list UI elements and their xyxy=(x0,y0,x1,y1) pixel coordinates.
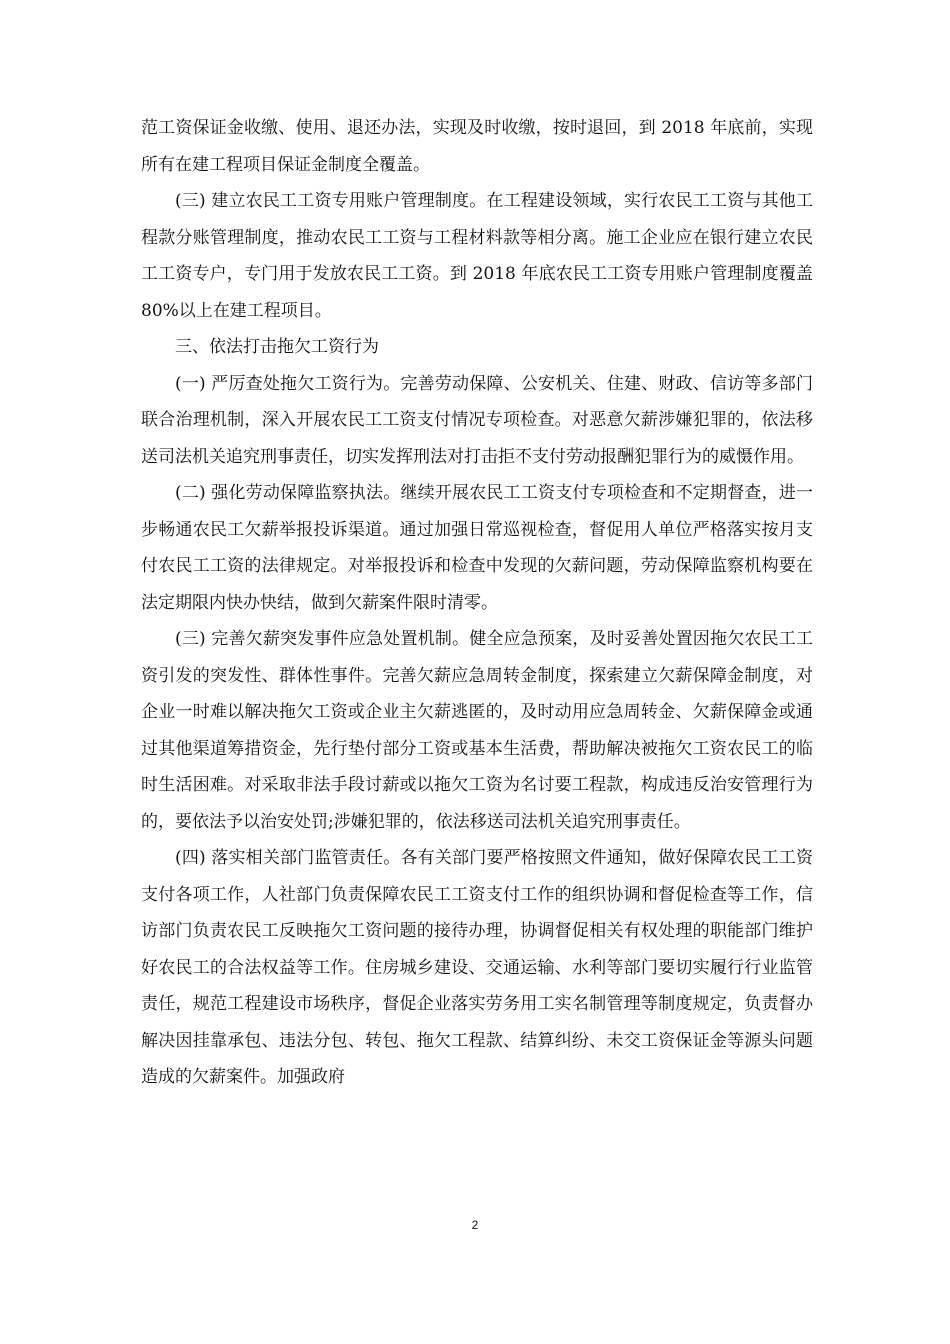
document-body xyxy=(141,110,813,1096)
paragraph-7: (四) 落实相关部门监管责任。各有关部门要严格按照文件通知，做好保障农民工工资支付各项工作，人社部门负责保障农民工工资支付工作的组织协调和督促检查等工作，信访部门负责农民工反映拖欠工资问题的接待办理，协调督促相关有权处理的职能部门维护好农民工的合法权益等工作。住房城乡建设、交通运输、水利等部门要切实履行行业监管责任，规范工程建设市场秩序，督促企业落实劳务用工实名制管理等制度规定，负责督办解决因挂靠承包、违法分包、转包、拖欠工程款、结算纠纷、未交工资保证金等源头问题造成的欠薪案件。加强政府 xyxy=(141,848,813,1087)
paragraph-6: (三) 完善欠薪突发事件应急处置机制。健全应急预案，及时妥善处置因拖欠农民工工资引发的突发性、群体性事件。完善欠薪应急周转金制度，探索建立欠薪保障金制度，对企业一时难以解决拖欠工资或企业主欠薪逃匿的，及时动用应急周转金、欠薪保障金或通过其他渠道筹措资金，先行垫付部分工资或基本生活费，帮助解决被拖欠工资农民工的临时生活困难。对采取非法手段讨薪或以拖欠工资为名讨要工程款，构成违反治安管理行为的，要依法予以治安处罚;涉嫌犯罪的，依法移送司法机关追究刑事责任。 xyxy=(141,629,813,832)
page-number: 2 xyxy=(471,1218,479,1232)
paragraph-4: (一) 严厉查处拖欠工资行为。完善劳动保障、公安机关、住建、财政、信访等多部门联合治理机制，深入开展农民工工资支付情况专项检查。对恶意欠薪涉嫌犯罪的，依法移送司法机关追究刑事责任，切实发挥刑法对打击拒不支付劳动报酬犯罪行为的威慑作用。 xyxy=(141,373,813,467)
paragraph-2: (三) 建立农民工工资专用账户管理制度。在工程建设领域，实行农民工工资与其他工程款分账管理制度，推动农民工工资与工程材料款等相分离。施工企业应在银行建立农民工工资专户，专门用于发放农民工工资。到 2018 年底农民工工资专用账户管理制度覆盖 80%以上在建工程项目。 xyxy=(141,191,813,321)
paragraph-1: 范工资保证金收缴、使用、退还办法，实现及时收缴，按时退回，到 2018 年底前，实现所有在建工程项目保证金制度全覆盖。 xyxy=(141,118,813,175)
section-heading: 三、依法打击拖欠工资行为 xyxy=(175,337,379,357)
paragraph-5: (二) 强化劳动保障监察执法。继续开展农民工工资支付专项检查和不定期督查，进一步畅通农民工欠薪举报投诉渠道。通过加强日常巡视检查，督促用人单位严格落实按月支付农民工工资的法律规定。对举报投诉和检查中发现的欠薪问题，劳动保障监察机构要在法定期限内快办快结，做到欠薪案件限时清零。 xyxy=(141,483,813,613)
